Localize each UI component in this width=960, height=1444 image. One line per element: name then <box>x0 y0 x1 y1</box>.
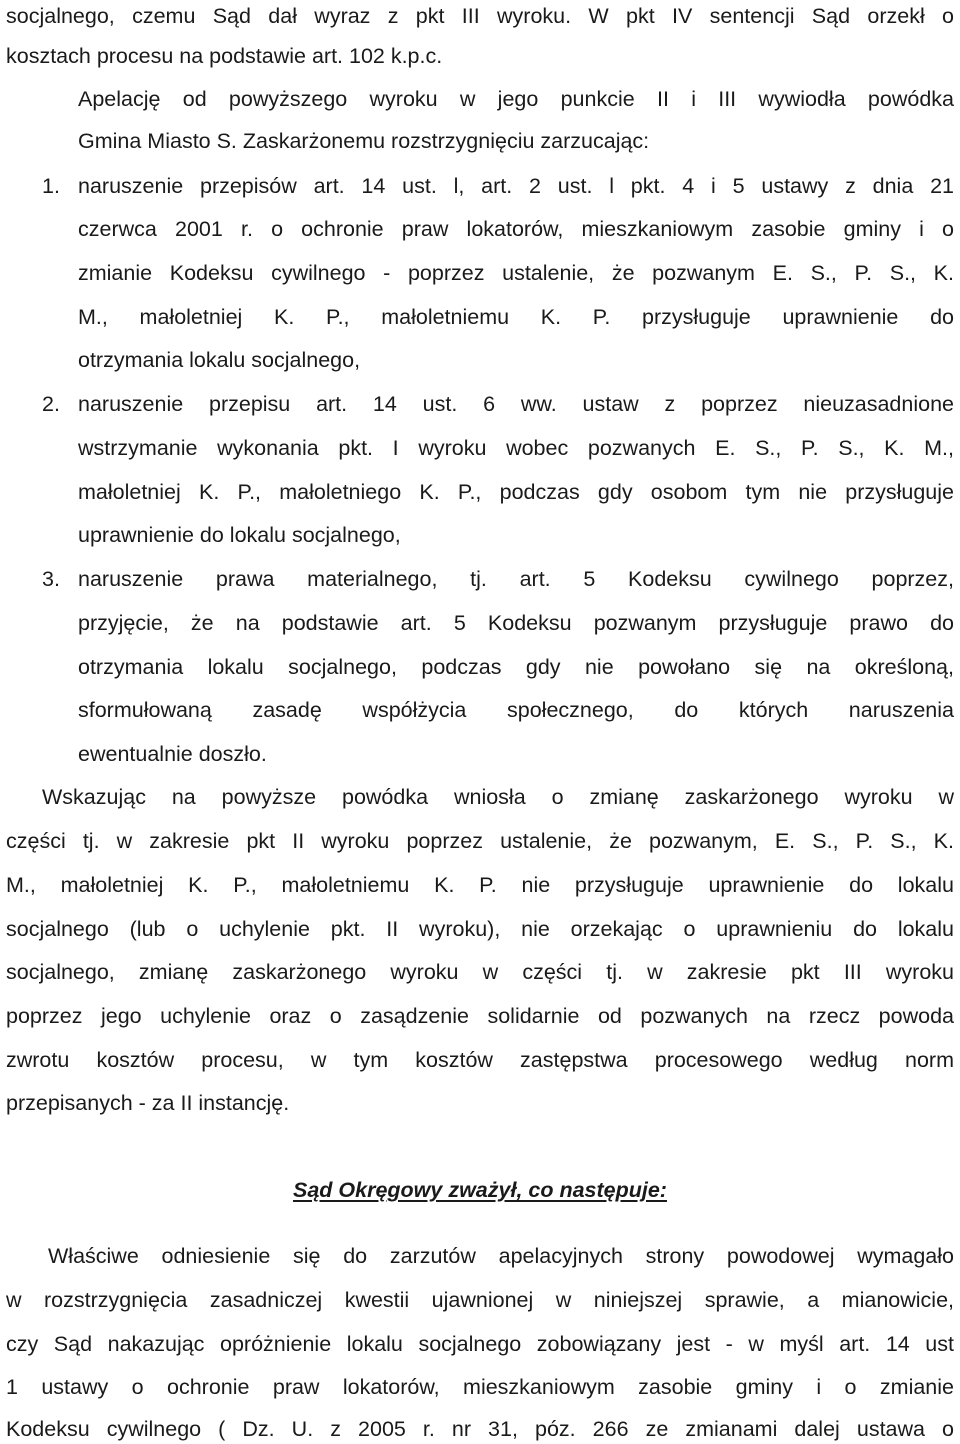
list-item-line: naruszenie prawa materialnego, tj. art. 5 Kodeksu cywilnego poprzez, <box>78 567 954 591</box>
text-line: kosztach procesu na podstawie art. 102 k.p.c. <box>6 44 443 68</box>
list-item-line: otrzymania lokalu socjalnego, podczas gdy nie powołano się na określoną, <box>78 655 954 679</box>
paragraph-line: 1 ustawy o ochronie praw lokatorów, mieszkaniowym zasobie gminy i o zmianie <box>6 1375 954 1399</box>
text-line: Apelację od powyższego wyroku w jego punkcie II i III wywiodła powódka <box>78 87 954 111</box>
paragraph-line: części tj. w zakresie pkt II wyroku poprzez ustalenie, że pozwanym, E. S., P. S., K. <box>6 829 954 853</box>
paragraph-line: w rozstrzygnięcia zasadniczej kwestii ujawnionej w niniejszej sprawie, a mianowicie, <box>6 1288 954 1312</box>
paragraph-line: Kodeksu cywilnego ( Dz. U. z 2005 r. nr 31, póz. 266 ze zmianami dalej ustawa o <box>6 1417 954 1441</box>
list-item-line: zmianie Kodeksu cywilnego - poprzez ustalenie, że pozwanym E. S., P. S., K. <box>78 261 954 285</box>
list-number: 2. <box>42 392 60 416</box>
section-heading: Sąd Okręgowy zważył, co następuje: <box>293 1178 667 1202</box>
paragraph-line: przepisanych - za II instancję. <box>6 1091 290 1115</box>
list-item-line: ewentualnie doszło. <box>78 742 267 766</box>
list-item-line: naruszenie przepisu art. 14 ust. 6 ww. ustaw z poprzez nieuzasadnione <box>78 392 954 416</box>
list-item-line: przyjęcie, że na podstawie art. 5 Kodeksu pozwanym przysługuje prawo do <box>78 611 954 635</box>
list-item-line: uprawnienie do lokalu socjalnego, <box>78 523 401 547</box>
list-item-line: czerwca 2001 r. o ochronie praw lokatorów, mieszkaniowym zasobie gminy i o <box>78 217 954 241</box>
list-item-line: małoletniej K. P., małoletniego K. P., podczas gdy osobom tym nie przysługuje <box>78 480 954 504</box>
list-item-line: wstrzymanie wykonania pkt. I wyroku wobec pozwanych E. S., P. S., K. M., <box>78 436 954 460</box>
paragraph-line: M., małoletniej K. P., małoletniemu K. P. nie przysługuje uprawnienie do lokalu <box>6 873 954 897</box>
paragraph-line: socjalnego (lub o uchylenie pkt. II wyroku), nie orzekając o uprawnieniu do lokalu <box>6 917 954 941</box>
list-number: 1. <box>42 174 60 198</box>
paragraph-line: socjalnego, zmianę zaskarżonego wyroku w części tj. w zakresie pkt III wyroku <box>6 960 954 984</box>
text-line: Gmina Miasto S. Zaskarżonemu rozstrzygnięciu zarzucając: <box>78 129 650 153</box>
paragraph-line: czy Sąd nakazując opróżnienie lokalu socjalnego zobowiązany jest - w myśl art. 14 ust <box>6 1332 954 1356</box>
paragraph-line: Właściwe odniesienie się do zarzutów apelacyjnych strony powodowej wymagało <box>48 1244 954 1268</box>
list-number: 3. <box>42 567 60 591</box>
list-item-line: M., małoletniej K. P., małoletniemu K. P. przysługuje uprawnienie do <box>78 305 954 329</box>
paragraph-line: poprzez jego uchylenie oraz o zasądzenie solidarnie od pozwanych na rzecz powoda <box>6 1004 954 1028</box>
text-line: socjalnego, czemu Sąd dał wyraz z pkt III wyroku. W pkt IV sentencji Sąd orzekł o <box>6 4 954 28</box>
paragraph-line: Wskazując na powyższe powódka wniosła o zmianę zaskarżonego wyroku w <box>42 785 954 809</box>
list-item-line: naruszenie przepisów art. 14 ust. l, art. 2 ust. l pkt. 4 i 5 ustawy z dnia 21 <box>78 174 954 198</box>
list-item-line: sformułowaną zasadę współżycia społecznego, do których naruszenia <box>78 698 954 722</box>
list-item-line: otrzymania lokalu socjalnego, <box>78 348 361 372</box>
paragraph-line: zwrotu kosztów procesu, w tym kosztów zastępstwa procesowego według norm <box>6 1048 954 1072</box>
